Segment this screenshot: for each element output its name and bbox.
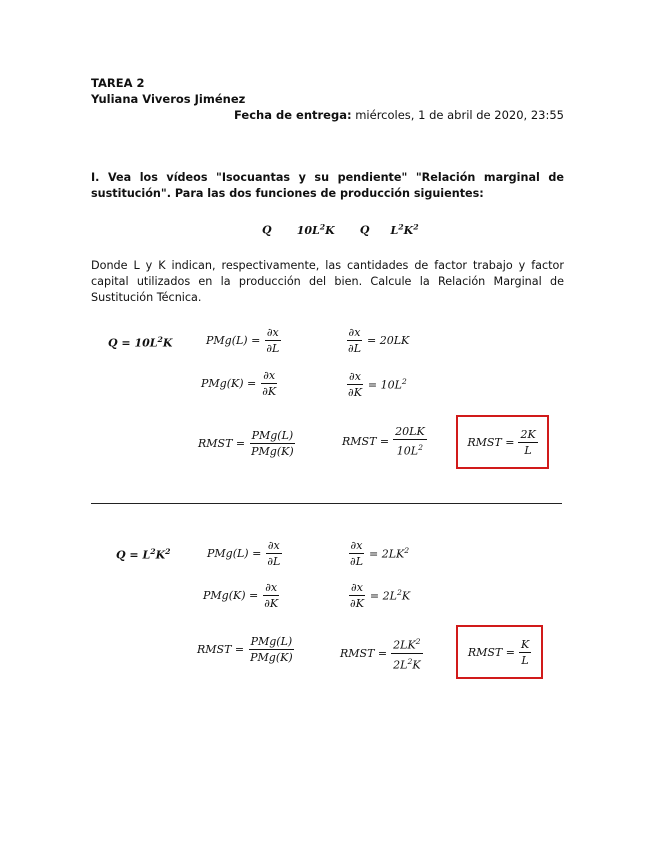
assignment-title: TAREA 2 — [91, 76, 145, 90]
part2-rmst-formula: RMST = $\frac{\text{PMg(L)}}{\text{PMg(K)}}$ — [197, 635, 293, 664]
part1-dK: $\frac{\partial x}{\partial K}$ = $10L^2$ — [348, 370, 407, 399]
function-q2: Q — [359, 223, 370, 237]
instructions-paragraph: Donde L y K indican, respectivamente, las cantidades de factor trabajo y factor capital utilizados en la producción del bien. Calcule la Relación Marginal de Sustitución Técnica. — [91, 259, 564, 304]
part2-result-box — [456, 625, 543, 679]
part1-result: RMST = $\frac{2K}{L}$ — [467, 427, 536, 457]
part1-pmgK: PMg(K) = $\frac{\partial x}{\partial K}$ — [201, 369, 277, 398]
due-date — [91, 108, 564, 122]
section-divider — [91, 503, 562, 504]
part2-dL: $\frac{\partial x}{\partial L}$ = $2LK^2$ — [350, 539, 410, 568]
part1-rmst-formula: RMST = $\frac{\text{PMg(L)}}{\text{PMg(K)}}$ — [198, 429, 294, 458]
part2-pmgK: PMg(K) = $\frac{\partial x}{\partial K}$ — [203, 581, 279, 610]
part1-rmst-substituted: RMST = $\frac{20LK}{10L^2}$ — [342, 425, 425, 458]
due-value: miércoles, 1 de abril de 2020, 23:55 — [355, 108, 564, 122]
due-label: Fecha de entrega: — [234, 108, 352, 122]
part2-rmst-substituted: RMST = $\frac{2LK^2}{2L^2K}$ — [340, 637, 421, 672]
part1-function: $Q = 10L^2K$ — [108, 335, 173, 350]
part1-dL: $\frac{\partial x}{\partial L}$ = 20LK — [348, 326, 410, 355]
part1-result-box — [456, 415, 549, 469]
part2-function: $Q = L^2K^2$ — [116, 547, 171, 562]
part1-pmgL: PMg(L) = $\frac{\partial x}{\partial L}$ — [206, 326, 280, 355]
part2-dK: $\frac{\partial x}{\partial K}$ = $2L^2K$ — [350, 581, 411, 610]
part2-result: RMST = $\frac{K}{L}$ — [467, 637, 530, 667]
function-f2: $L^2K^2$ — [390, 222, 419, 237]
author-name: Yuliana Viveros Jiménez — [91, 92, 246, 106]
part2-pmgL: PMg(L) = $\frac{\partial x}{\partial L}$ — [207, 539, 281, 568]
function-f1: $10L^2K$ — [296, 222, 335, 237]
function-q1: Q — [262, 223, 272, 237]
production-functions — [262, 222, 419, 237]
question-prompt: I. Vea los vídeos "Isocuantas y su pendiente" "Relación marginal de sustitución". Para las dos funciones de producción siguientes: — [91, 171, 564, 200]
